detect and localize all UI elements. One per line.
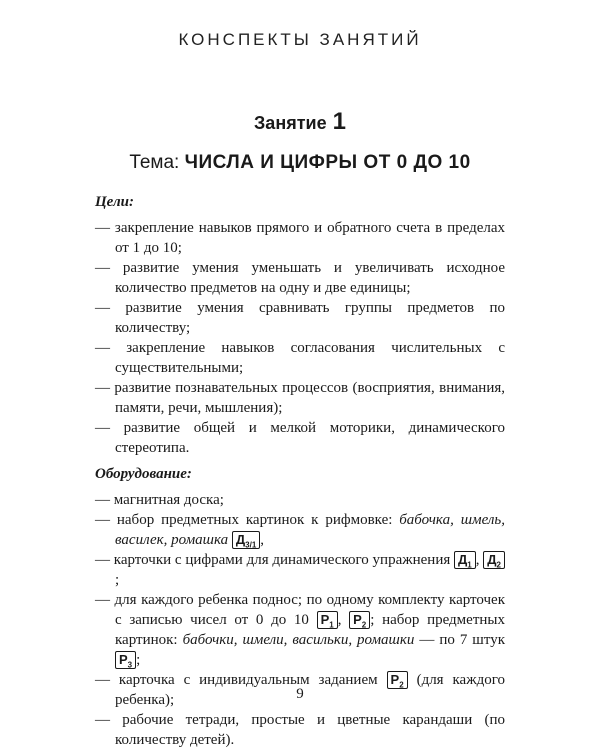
equipment-heading: Оборудование: [95,466,192,482]
item-text: — набор предметных картинок к рифмовке: [95,512,400,528]
equipment-item: — магнитная доска; [95,492,224,508]
goals-list [95,218,505,458]
goal-item: — закрепление навыков согласования числительных с существительными; [95,340,505,376]
equipment-item: — карточки с цифрами для динамического упражнения $Д_1$ , $Д_2$; [95,550,505,590]
symbol-badge: $Д_{3/1}$ [232,531,260,549]
equipment-item: — для каждого ребенка поднос; по одному комплекту карточек с записью чисел от 0 до 10 $Р_1$ , $Р_2$ ; набор предметных картинок: бабочки, шмели, васильки, ромашки — по 7 штук $Р_3$ ; [95,592,505,670]
symbol-badge: $Р_2$ [387,671,408,689]
goal-item: — развитие общей и мелкой моторики, динамического стереотипа. [95,420,505,456]
item-text: — карточки с цифрами для динамического упражнения [95,552,455,568]
symbol-badge: $Р_3$ [115,651,136,669]
symbol-badge: $Р_2$ [349,611,370,629]
equipment-item: — карточка с индивидуальным заданием $Р_2$ (для каждого ребенка); [95,672,505,708]
goal-item: — развитие умения сравнивать группы предметов по количеству; [95,300,505,336]
item-text: — для каждого ребенка поднос; по одному комплекту карточек с записью чисел от 0 до 10 [95,592,505,628]
item-text: — карточка с индивидуальным заданием [95,672,387,688]
lesson-number: 1 [332,108,346,135]
goal-item: — закрепление навыков прямого и обратного счета в пределах от 1 до 10; [95,220,505,256]
goal-item: — развитие умения уменьшать и увеличивать исходное количество предметов на одну и две единицы; [95,260,505,296]
equipment-item: — рабочие тетради, простые и цветные карандаши (по количеству детей). [95,712,505,748]
symbol-badge: $Д_2$ [483,551,505,569]
topic-text: ЧИСЛА И ЦИФРЫ ОТ 0 ДО 10 [184,152,471,173]
lesson-label: Занятие [254,113,327,133]
item-italic-words: бабочка, шмель, василек, ромашка [115,512,505,548]
lesson-content [95,192,505,756]
item-italic-words: бабочки, шмели, васильки, ромашки [182,632,415,648]
lesson-title [0,108,600,136]
goals-heading: Цели: [95,194,134,210]
goal-item: — развитие познавательных процессов (восприятия, внимания, памяти, речи, мышления); [95,380,505,416]
topic-label: Тема: [129,152,180,173]
equipment-list [95,490,505,750]
page-number: 9 [296,686,304,702]
equipment-item: — набор предметных картинок к рифмовке: бабочка, шмель, василек, ромашка $Д_{3/1}$ , [95,512,505,550]
topic-line [0,152,600,174]
symbol-badge: $Р_1$ [317,611,338,629]
symbol-badge: $Д_1$ [454,551,476,569]
running-header: КОНСПЕКТЫ ЗАНЯТИЙ [178,30,422,49]
